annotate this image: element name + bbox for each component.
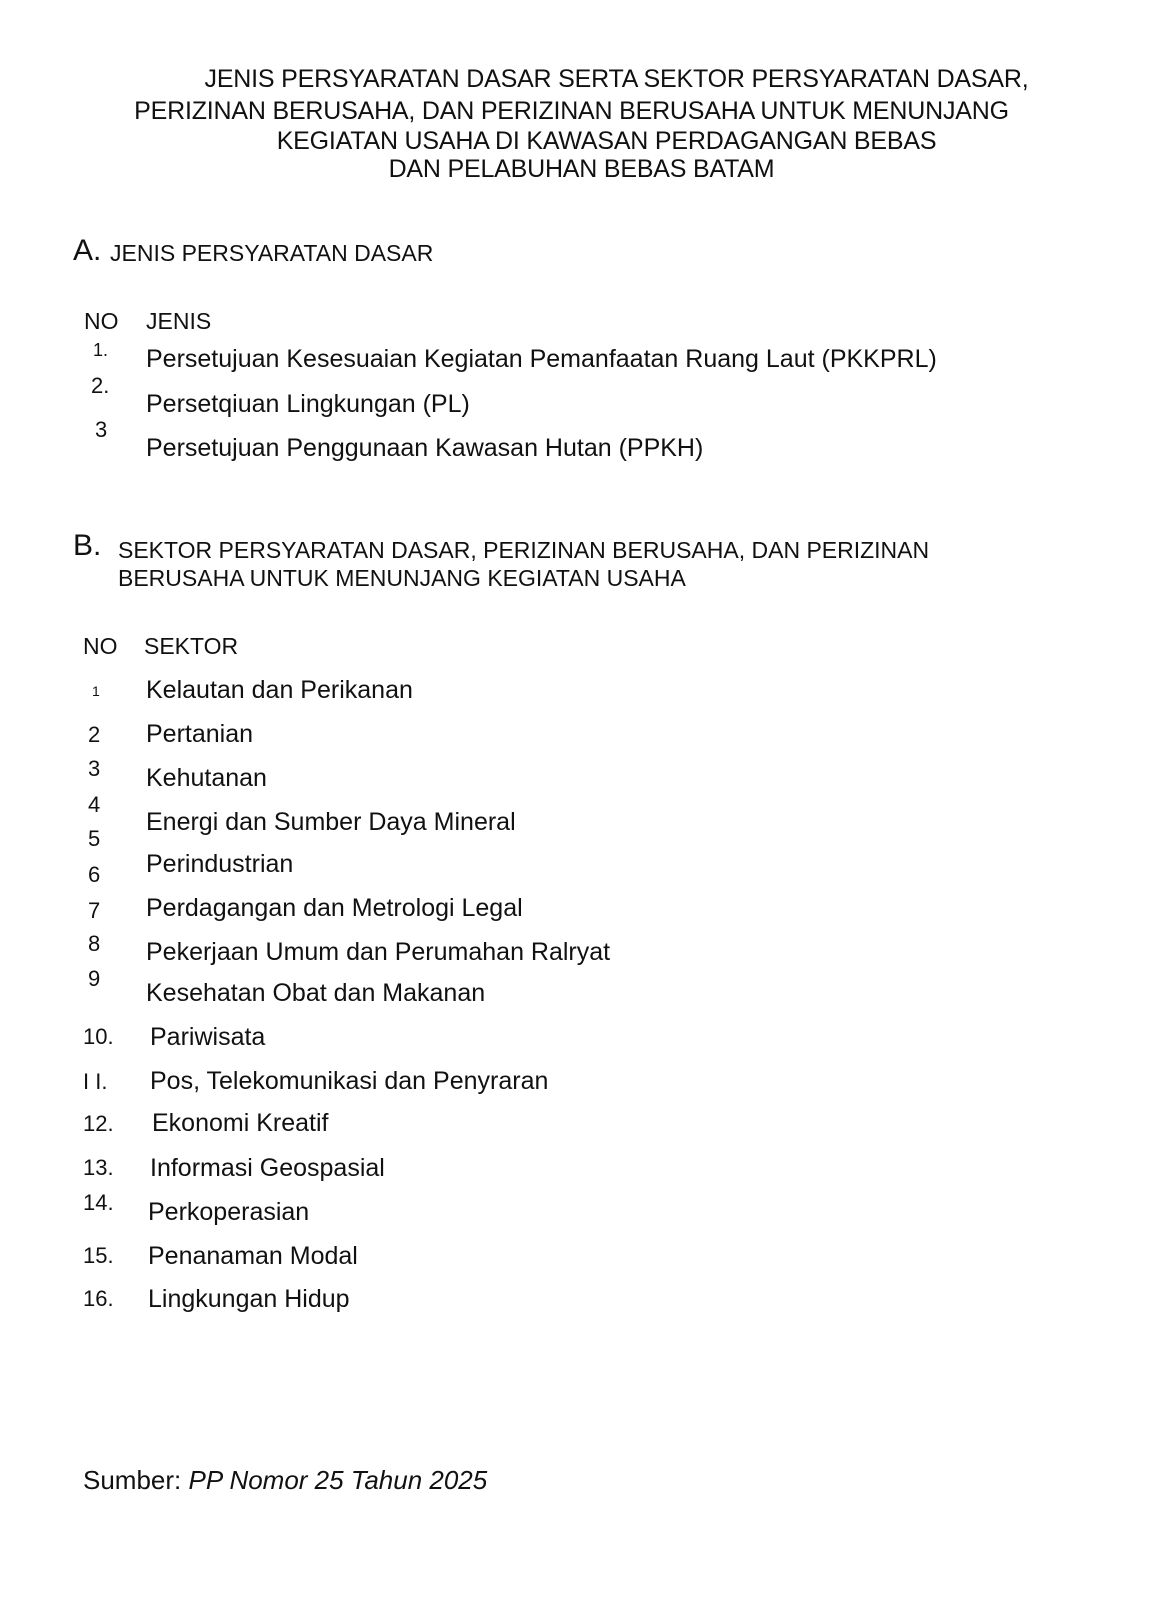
document-title-line-3: KEGIATAN USAHA DI KAWASAN PERDAGANGAN BEBAS (276, 127, 937, 155)
sektor-number: 8 (88, 931, 101, 956)
sektor-item: Pos, Telekomunikasi dan Penyraran (150, 1067, 549, 1095)
sektor-item: Penanaman Modal (148, 1242, 358, 1270)
jenis-row-number: 2. (91, 373, 110, 398)
jenis-row-text: Persetujuan Kesesuaian Kegiatan Pemanfaatan Ruang Laut (PKKPRL) (146, 345, 937, 373)
sektor-number: 13. (83, 1155, 114, 1180)
sektor-number: 4 (88, 792, 101, 817)
section-a-letter: A. (73, 234, 102, 267)
document-title-line-2: PERIZINAN BERUSAHA, DAN PERIZINAN BERUSAHA UNTUK MENUNJANG (134, 97, 1009, 125)
sektor-number: 15. (83, 1243, 114, 1268)
jenis-row-text: Persetqiuan Lingkungan (PL) (146, 390, 470, 418)
sektor-item: Kehutanan (146, 764, 267, 792)
sektor-item: Lingkungan Hidup (148, 1285, 350, 1313)
section-b-heading-line-2: BERUSAHA UNTUK MENUNJANG KEGIATAN USAHA (118, 565, 686, 591)
sektor-item: Energi dan Sumber Daya Mineral (146, 808, 516, 836)
sektor-item: Perindustrian (146, 850, 294, 878)
document-title-line-4: DAN PELABUHAN BEBAS BATAM (388, 155, 775, 183)
jenis-row-number: 1. (93, 340, 109, 360)
sektor-number: 9 (88, 966, 101, 991)
section-b-letter: B. (73, 529, 102, 562)
sektor-item: Perkoperasian (148, 1198, 310, 1226)
sektor-item: Pariwisata (150, 1023, 266, 1051)
sektor-number: 14. (83, 1190, 114, 1215)
source-label: Sumber: (83, 1465, 182, 1495)
section-a-col-jenis: JENIS (146, 308, 212, 334)
section-b-heading-line-1: SEKTOR PERSYARATAN DASAR, PERIZINAN BERUSAHA, DAN PERIZINAN (118, 537, 930, 563)
document-title-line-1: JENIS PERSYARATAN DASAR SERTA SEKTOR PERSYARATAN DASAR, (204, 65, 1029, 93)
sektor-item: Ekonomi Kreatif (152, 1109, 329, 1137)
sektor-item: Kelautan dan Perikanan (146, 676, 413, 704)
sektor-number: 6 (88, 862, 101, 887)
section-b-col-sektor: SEKTOR (144, 633, 239, 659)
sektor-item: Pekerjaan Umum dan Perumahan Ralryat (146, 938, 611, 966)
sektor-number: I I. (83, 1069, 108, 1094)
sektor-number: 7 (88, 898, 101, 923)
sektor-number: 5 (88, 826, 101, 851)
section-a-heading: JENIS PERSYARATAN DASAR (110, 240, 434, 266)
jenis-row-number: 3 (95, 417, 108, 442)
sektor-number: 16. (83, 1286, 114, 1311)
sektor-number: 12. (83, 1111, 114, 1136)
sektor-item: Informasi Geospasial (150, 1154, 385, 1182)
sektor-number: 1 (92, 683, 100, 699)
sektor-number: 10. (83, 1024, 114, 1049)
sektor-item: Pertanian (146, 720, 254, 748)
sektor-number: 3 (88, 756, 101, 781)
sektor-item: Kesehatan Obat dan Makanan (146, 979, 486, 1007)
sektor-item: Perdagangan dan Metrologi Legal (146, 894, 523, 922)
section-a-col-no: NO (84, 308, 119, 334)
sektor-number: 2 (88, 722, 101, 747)
source-citation (83, 1465, 487, 1496)
section-b-col-no: NO (83, 633, 118, 659)
source-value: PP Nomor 25 Tahun 2025 (188, 1465, 488, 1495)
jenis-row-text: Persetujuan Penggunaan Kawasan Hutan (PPKH) (146, 434, 704, 462)
